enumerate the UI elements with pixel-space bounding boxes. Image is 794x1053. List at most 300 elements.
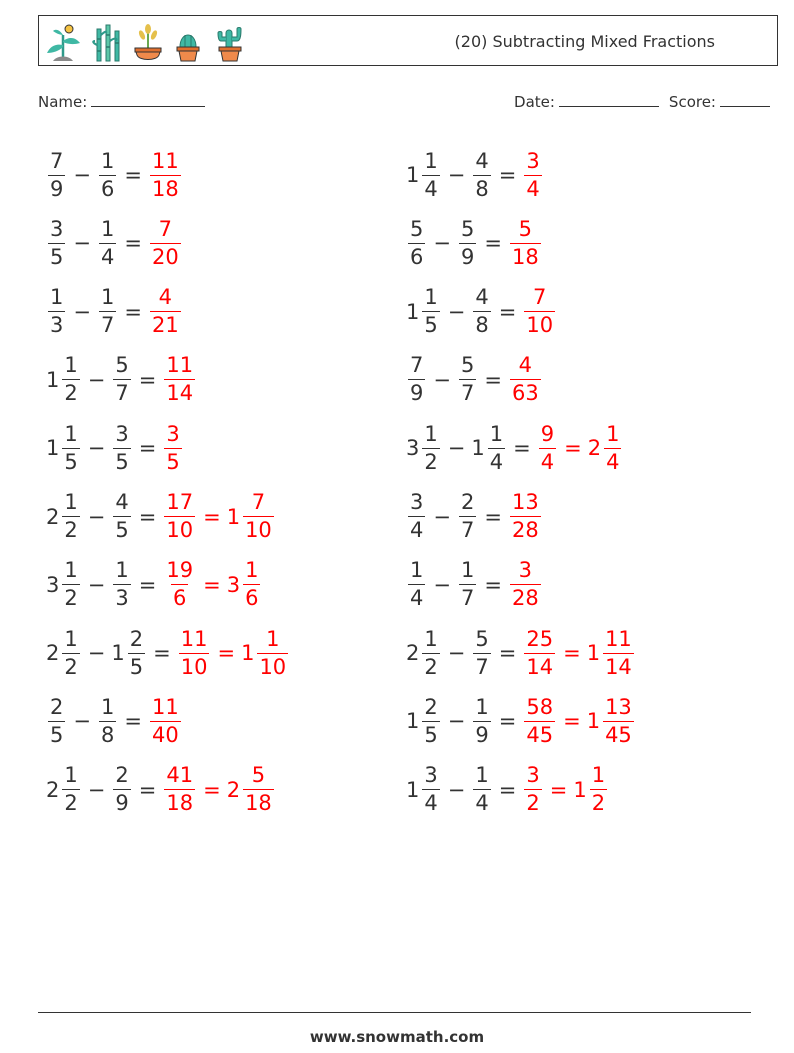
equals-sign: = [549,777,568,802]
date-blank[interactable] [559,92,659,107]
denominator: 21 [151,313,179,338]
mixed-number [522,694,557,747]
mixed-number [522,287,557,336]
whole-part: 2 [46,777,60,802]
fraction [408,560,425,609]
equals-sign: = [498,163,517,187]
answer [522,765,609,814]
minus-sign: − [87,641,106,666]
fraction [164,560,195,609]
mixed-number [522,765,543,814]
fraction [99,694,116,747]
score-field[interactable] [669,92,770,111]
mixed-number [227,560,263,609]
problem-19 [46,755,276,825]
fraction [459,216,476,269]
mixed-number [227,765,276,814]
minus-sign: − [447,163,466,187]
whole-part: 1 [406,163,420,187]
mixed-number [97,694,118,747]
fraction [164,765,195,814]
denominator: 10 [245,518,272,542]
equals-sign: = [484,572,502,597]
denominator: 4 [410,586,424,611]
mixed-number [471,148,492,201]
name-field[interactable] [38,92,205,111]
denominator: 5 [115,518,129,542]
mixed-number [111,626,147,679]
date-field[interactable] [514,92,659,111]
numerator: 7 [251,490,266,514]
numerator: 1 [424,148,438,173]
mixed-number [471,694,492,747]
fraction [62,492,79,541]
mixed-number [406,355,427,404]
whole-part: 1 [226,504,241,529]
numerator: 1 [606,421,620,446]
answer [162,421,183,474]
fraction [422,421,439,474]
denominator: 14 [605,654,632,679]
potted-branch-cactus-icon [211,21,249,63]
denominator: 7 [115,381,129,406]
mixed-number [111,765,132,814]
numerator: 1 [64,353,78,378]
fraction [408,355,425,404]
answer [177,626,290,679]
numerator: 1 [64,763,78,788]
header-icons [43,20,249,64]
problem-10 [406,413,623,483]
minus-sign: − [447,299,466,324]
fraction [99,148,116,201]
mixed-number [586,694,636,747]
fraction [422,148,439,201]
equals-sign: = [203,777,221,802]
numerator: 5 [460,353,475,378]
footer-site: www.snowmath.com [309,1028,485,1046]
denominator: 7 [475,654,489,679]
mixed-number [46,148,67,201]
equals-sign: = [138,572,157,597]
numerator: 17 [166,490,194,514]
mixed-number [471,421,507,474]
numerator: 19 [166,558,194,583]
problem-15 [46,618,290,688]
fraction [48,287,65,336]
mixed-number [162,560,197,609]
mixed-number [457,560,478,609]
denominator: 2 [526,791,540,816]
worksheet-title: (20) Subtracting Mixed Fractions [454,32,715,51]
answer [522,694,635,747]
denominator: 45 [526,722,554,747]
mixed-number [406,148,442,201]
problem-1 [46,140,183,210]
numerator: 11 [166,353,194,378]
whole-part: 1 [471,436,485,461]
fraction [179,626,210,679]
denominator: 14 [166,381,194,406]
mixed-number [46,765,82,814]
problem-20 [406,755,609,825]
numerator: 5 [475,626,489,651]
numerator: 1 [475,763,489,788]
equals-sign: = [498,299,517,324]
denominator: 4 [424,791,438,816]
mixed-number [586,626,636,679]
denominator: 8 [475,176,489,201]
mixed-number [406,492,427,541]
minus-sign: − [87,777,106,802]
equals-sign: = [138,504,157,529]
whole-part: 1 [406,777,420,802]
answer [508,492,543,541]
fraction [243,560,260,609]
equals-sign: = [124,231,142,256]
fraction [99,216,116,269]
denominator: 4 [540,449,555,474]
numerator: 9 [540,421,555,446]
denominator: 2 [64,586,78,611]
denominator: 4 [475,791,489,816]
numerator: 4 [158,285,173,310]
numerator: 1 [424,285,438,310]
problem-7 [46,345,197,415]
denominator: 9 [115,791,129,816]
denominator: 4 [424,176,438,201]
answer [162,492,275,541]
fraction [113,560,130,609]
whole-part: 2 [226,777,241,802]
score-blank[interactable] [720,92,770,107]
equals-sign: = [203,504,221,529]
fraction [257,626,288,679]
minus-sign: − [447,777,466,802]
numerator: 3 [526,148,540,173]
mixed-number [406,694,442,747]
numerator: 1 [266,626,280,651]
denominator: 8 [475,313,489,338]
denominator: 63 [511,381,539,406]
potted-wheat-icon [131,21,165,63]
mixed-number [508,355,543,404]
numerator: 2 [460,490,475,514]
denominator: 2 [424,449,438,474]
denominator: 5 [115,449,129,474]
fraction [473,148,490,201]
whole-part: 3 [226,572,241,597]
mixed-number [46,216,67,269]
mixed-number [522,148,543,201]
denominator: 5 [424,313,438,338]
numerator: 7 [50,148,64,173]
denominator: 18 [511,244,539,269]
denominator: 9 [50,176,64,201]
mixed-number [46,492,82,541]
problem-13 [46,550,262,620]
fraction [473,765,490,814]
mixed-number [457,216,478,269]
denominator: 5 [50,244,64,269]
mixed-number [162,765,197,814]
numerator: 5 [518,216,533,241]
problem-8 [406,345,543,415]
fraction [99,287,116,336]
numerator: 3 [526,763,540,788]
equals-sign: = [124,709,142,734]
answer [162,765,275,814]
numerator: 2 [129,626,144,651]
answer [162,560,262,609]
whole-part: 1 [406,299,420,324]
denominator: 3 [115,586,129,611]
minus-sign: − [73,163,91,187]
fraction [408,492,425,541]
mixed-number [97,287,118,336]
whole-part: 1 [46,367,60,392]
numerator: 1 [100,148,115,173]
equals-sign: = [138,436,157,461]
whole-part: 2 [46,641,60,666]
fraction [113,765,130,814]
numerator: 2 [424,694,438,719]
whole-part: 3 [406,436,420,461]
fraction [113,355,130,404]
mixed-number [406,560,427,609]
fraction [128,626,145,679]
fraction [524,626,555,679]
problem-18 [406,686,636,756]
fraction [524,287,555,336]
numerator: 1 [115,558,129,583]
denominator: 45 [605,722,632,747]
denominator: 4 [410,518,424,542]
mixed-number [111,355,132,404]
numerator: 1 [245,558,259,583]
name-blank[interactable] [91,92,205,107]
denominator: 4 [526,176,540,201]
equals-sign: = [484,367,502,392]
denominator: 18 [166,791,194,816]
minus-sign: − [433,572,451,597]
mixed-number [508,216,543,269]
fraction [603,626,634,679]
answer [522,287,557,336]
fraction [243,492,274,541]
answer [148,148,183,201]
mixed-number [471,765,492,814]
equals-sign: = [513,436,531,461]
problem-16 [406,618,636,688]
denominator: 10 [166,518,194,542]
numerator: 1 [489,421,504,446]
fraction [473,287,490,336]
fraction [113,492,130,541]
date-score-group [514,92,770,111]
numerator: 13 [605,694,632,719]
whole-part: 1 [586,709,601,734]
numerator: 4 [475,148,489,173]
problem-3 [46,208,183,278]
fraction [473,626,490,679]
numerator: 4 [518,353,533,378]
numerator: 1 [591,763,606,788]
denominator: 2 [424,654,438,679]
fraction [524,694,555,747]
answer [148,287,183,336]
numerator: 4 [475,285,489,310]
minus-sign: − [447,436,466,461]
mixed-number [46,287,67,336]
numerator: 1 [64,626,78,651]
mixed-number [587,421,624,474]
fraction [539,421,556,474]
numerator: 1 [410,558,424,583]
problem-6 [406,277,557,347]
denominator: 4 [489,449,504,474]
fraction [113,421,130,474]
fraction [510,355,541,404]
denominator: 28 [511,586,539,611]
numerator: 1 [64,558,78,583]
whole-part: 2 [46,504,60,529]
answer [162,355,197,404]
minus-sign: − [433,231,451,256]
numerator: 7 [533,285,547,310]
mixed-number [162,355,197,404]
denominator: 9 [410,381,424,406]
numerator: 11 [151,694,179,719]
numerator: 25 [526,626,554,651]
denominator: 28 [511,518,539,542]
whole-part: 1 [111,641,125,666]
numerator: 1 [424,421,438,446]
worksheet-header [38,15,778,66]
denominator: 7 [460,381,475,406]
denominator: 5 [166,449,180,474]
mixed-number [97,148,118,201]
equals-sign: = [217,641,236,666]
mixed-number [406,626,442,679]
equals-sign: = [563,641,581,666]
fraction [48,148,65,201]
numerator: 11 [151,148,179,173]
numerator: 1 [100,694,115,719]
denominator: 40 [151,722,179,747]
numerator: 1 [475,694,489,719]
mixed-number [241,626,290,679]
denominator: 20 [151,244,179,269]
fraction [422,287,439,336]
equals-sign: = [563,709,581,734]
numerator: 1 [424,626,438,651]
mixed-number [537,421,558,474]
denominator: 7 [100,313,115,338]
answer [522,148,543,201]
answer [522,626,635,679]
equals-sign: = [484,504,502,529]
denominator: 9 [475,722,489,747]
mixed-number [508,560,543,609]
answer [508,560,543,609]
potted-cactus-icon [171,21,205,63]
whole-part: 2 [406,641,420,666]
mixed-number [406,216,427,269]
minus-sign: − [433,367,451,392]
problem-12 [406,482,543,552]
fraction [62,626,79,679]
mixed-number [227,492,276,541]
numerator: 7 [158,216,173,241]
minus-sign: − [87,436,106,461]
numerator: 3 [518,558,533,583]
fraction [488,421,505,474]
numerator: 1 [50,285,64,310]
fraction [524,148,541,201]
denominator: 7 [460,586,475,611]
numerator: 3 [410,490,424,514]
denominator: 5 [129,654,144,679]
fraction [164,421,181,474]
problem-2 [406,140,544,210]
fraction [422,626,439,679]
numerator: 1 [100,285,115,310]
numerator: 11 [180,626,208,651]
fraction [422,765,439,814]
whole-part: 3 [46,572,60,597]
fraction [604,421,621,474]
equals-sign: = [498,641,517,666]
numerator: 5 [410,216,424,241]
whole-part: 1 [573,777,587,802]
denominator: 7 [460,518,475,542]
answer [148,216,183,269]
denominator: 18 [151,176,179,201]
denominator: 5 [50,722,64,747]
score-label: Score: [668,93,716,111]
mixed-number [508,492,543,541]
numerator: 3 [424,763,438,788]
mixed-number [406,421,442,474]
equals-sign: = [484,231,502,256]
denominator: 10 [526,313,554,338]
numerator: 2 [50,694,64,719]
mixed-number [148,148,183,201]
fraction [150,148,181,201]
mixed-number [97,216,118,269]
numerator: 5 [115,353,129,378]
numerator: 4 [115,490,129,514]
mixed-number [406,287,442,336]
mixed-number [46,355,82,404]
equals-sign: = [498,777,517,802]
minus-sign: − [447,641,466,666]
mixed-number [46,694,67,747]
denominator: 8 [100,722,115,747]
minus-sign: − [73,231,91,256]
mixed-number [177,626,212,679]
numerator: 41 [166,763,194,788]
answer [148,694,183,747]
numerator: 1 [64,421,78,446]
whole-part: 1 [46,436,60,461]
denominator: 4 [100,244,115,269]
denominator: 2 [64,791,78,816]
denominator: 18 [245,791,272,816]
denominator: 6 [173,586,187,611]
denominator: 5 [424,722,438,747]
